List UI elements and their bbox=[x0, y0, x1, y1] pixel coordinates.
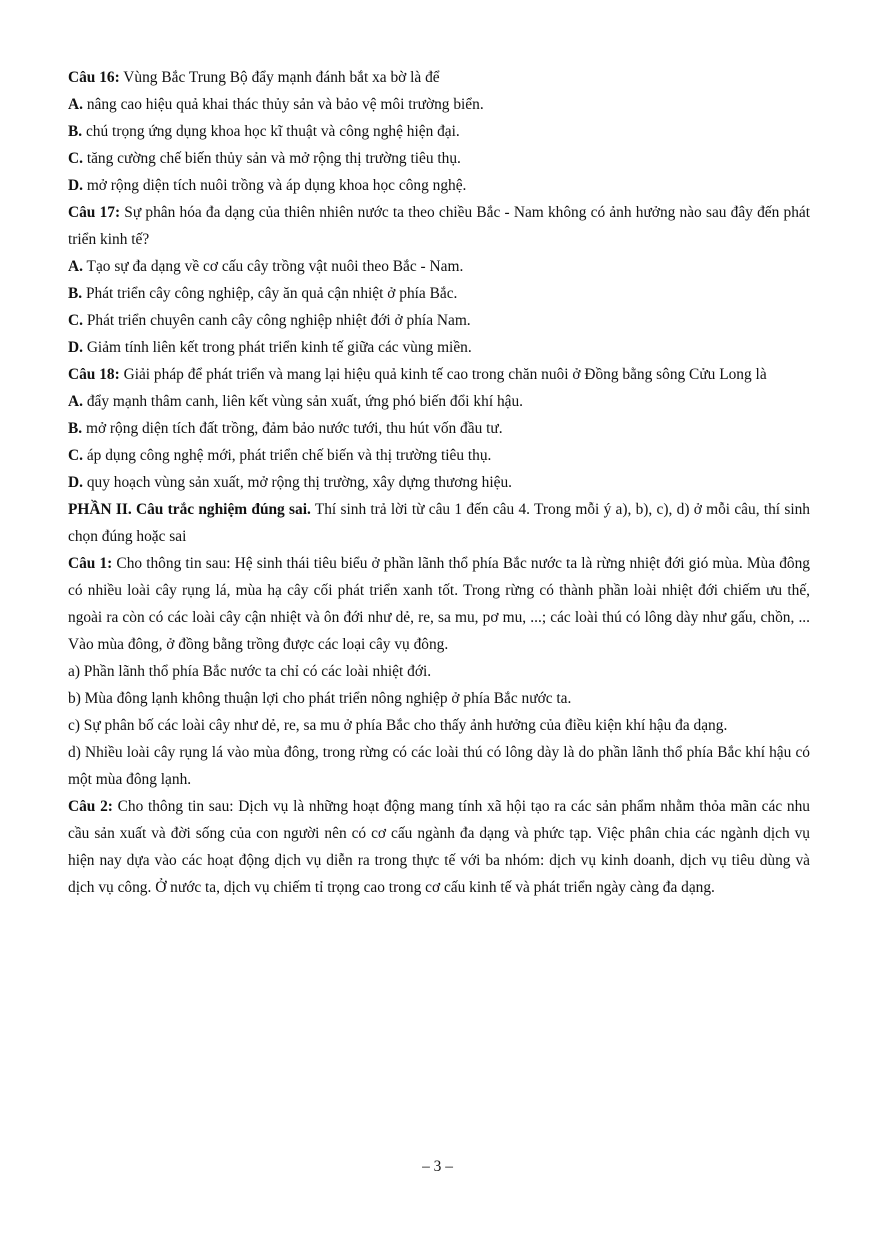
question-17 bbox=[68, 199, 810, 253]
page-number: – 3 – bbox=[422, 1158, 453, 1175]
option-a bbox=[68, 388, 810, 415]
question-16 bbox=[68, 64, 810, 91]
option-text: tăng cường chế biến thủy sản và mở rộng thị trường tiêu thụ. bbox=[82, 150, 461, 167]
question-18 bbox=[68, 361, 810, 388]
option-text: Giảm tính liên kết trong phát triển kinh tế giữa các vùng miền. bbox=[82, 339, 472, 356]
part-2-heading bbox=[68, 496, 810, 550]
option-key: B. bbox=[68, 123, 83, 140]
option-d bbox=[68, 469, 810, 496]
option-c bbox=[68, 145, 810, 172]
option-b bbox=[68, 415, 810, 442]
option-key: C. bbox=[68, 312, 83, 329]
part2-question-1 bbox=[68, 550, 810, 658]
document-page bbox=[68, 64, 810, 901]
option-text: chú trọng ứng dụng khoa học kĩ thuật và công nghệ hiện đại. bbox=[82, 123, 460, 140]
option-key: A. bbox=[68, 258, 83, 275]
option-d bbox=[68, 334, 810, 361]
option-key: A. bbox=[68, 96, 83, 113]
option-c bbox=[68, 442, 810, 469]
question-text: Cho thông tin sau: Hệ sinh thái tiêu biểu ở phần lãnh thổ phía Bắc nước ta là rừng nhiệt đới gió mùa. Mùa đông có nhiều loài cây rụng lá, mùa hạ cây cối phát triển xanh tốt. Trong rừng có thành phần loài nhiệt đới chiếm ưu thế, ngoài ra còn có các loài cây cận nhiệt và ôn đới như dẻ, re, sa mu, pơ mu, ...; các loài thú có lông dày như gấu, chồn, ... Vào mùa đông, ở đồng bằng trồng được các loại cây vụ đông. bbox=[68, 555, 810, 653]
statement-a: a) Phần lãnh thổ phía Bắc nước ta chỉ có các loài nhiệt đới. bbox=[68, 663, 432, 680]
question-number: Câu 17: bbox=[68, 204, 121, 221]
question-text: Sự phân hóa đa dạng của thiên nhiên nước ta theo chiều Bắc - Nam không có ảnh hưởng nào sau đây đến phát triển kinh tế? bbox=[68, 204, 810, 248]
option-text: Phát triển cây công nghiệp, cây ăn quả cận nhiệt ở phía Bắc. bbox=[82, 285, 458, 302]
option-key: C. bbox=[68, 447, 83, 464]
question-number: Câu 18: bbox=[68, 366, 120, 383]
option-key: B. bbox=[68, 420, 83, 437]
option-key: A. bbox=[68, 393, 83, 410]
section-title: PHẦN II. Câu trắc nghiệm đúng sai. bbox=[68, 501, 311, 518]
option-key: D. bbox=[68, 339, 83, 356]
statement-d: d) Nhiều loài cây rụng lá vào mùa đông, trong rừng có các loài thú có lông dày là do phần lãnh thổ phía Bắc khí hậu có một mùa đông lạnh. bbox=[68, 744, 810, 788]
question-number: Câu 1: bbox=[68, 555, 113, 572]
statement-c: c) Sự phân bố các loài cây như dẻ, re, sa mu ở phía Bắc cho thấy ảnh hưởng của điều kiện khí hậu đa dạng. bbox=[68, 717, 728, 734]
option-key: B. bbox=[68, 285, 83, 302]
part2-question-2 bbox=[68, 793, 810, 901]
option-d bbox=[68, 172, 810, 199]
option-key: C. bbox=[68, 150, 83, 167]
option-text: áp dụng công nghệ mới, phát triển chế biến và thị trường tiêu thụ. bbox=[82, 447, 492, 464]
statement-b: b) Mùa đông lạnh không thuận lợi cho phát triển nông nghiệp ở phía Bắc nước ta. bbox=[68, 690, 572, 707]
option-text: Phát triển chuyên canh cây công nghiệp nhiệt đới ở phía Nam. bbox=[82, 312, 471, 329]
option-text: quy hoạch vùng sản xuất, mở rộng thị trường, xây dựng thương hiệu. bbox=[82, 474, 512, 491]
option-b bbox=[68, 280, 810, 307]
option-b bbox=[68, 118, 810, 145]
option-text: mở rộng diện tích đất trồng, đảm bảo nước tưới, thu hút vốn đầu tư. bbox=[82, 420, 503, 437]
option-c bbox=[68, 307, 810, 334]
option-key: D. bbox=[68, 474, 83, 491]
option-a bbox=[68, 253, 810, 280]
option-text: Tạo sự đa dạng về cơ cấu cây trồng vật nuôi theo Bắc - Nam. bbox=[82, 258, 464, 275]
question-number: Câu 2: bbox=[68, 798, 113, 815]
option-text: đẩy mạnh thâm canh, liên kết vùng sản xuất, ứng phó biến đổi khí hậu. bbox=[82, 393, 524, 410]
option-text: nâng cao hiệu quả khai thác thủy sản và bảo vệ môi trường biển. bbox=[82, 96, 484, 113]
option-text: mở rộng diện tích nuôi trồng và áp dụng khoa học công nghệ. bbox=[82, 177, 467, 194]
section-instructions: Thí sinh trả lời từ câu 1 đến câu 4. Trong mỗi ý a), b), c), d) ở mỗi câu, thí sinh chọn đúng hoặc sai bbox=[68, 501, 810, 545]
question-text: Giải pháp để phát triển và mang lại hiệu quả kinh tế cao trong chăn nuôi ở Đồng bằng sông Cửu Long là bbox=[119, 366, 767, 383]
option-a bbox=[68, 91, 810, 118]
question-text: Cho thông tin sau: Dịch vụ là những hoạt động mang tính xã hội tạo ra các sản phẩm nhằm thỏa mãn các nhu cầu sản xuất và đời sống của con người nên có cơ cấu ngành đa dạng và phức tạp. Việc phân chia các ngành dịch vụ hiện nay dựa vào các hoạt động dịch vụ diễn ra trong thực tế với ba nhóm: dịch vụ kinh doanh, dịch vụ tiêu dùng và dịch vụ công. Ở nước ta, dịch vụ chiếm tỉ trọng cao trong cơ cấu kinh tế và phát triển ngày càng đa dạng. bbox=[68, 798, 810, 896]
option-key: D. bbox=[68, 177, 83, 194]
question-number: Câu 16: bbox=[68, 69, 120, 86]
question-text: Vùng Bắc Trung Bộ đẩy mạnh đánh bắt xa bờ là để bbox=[119, 69, 440, 86]
